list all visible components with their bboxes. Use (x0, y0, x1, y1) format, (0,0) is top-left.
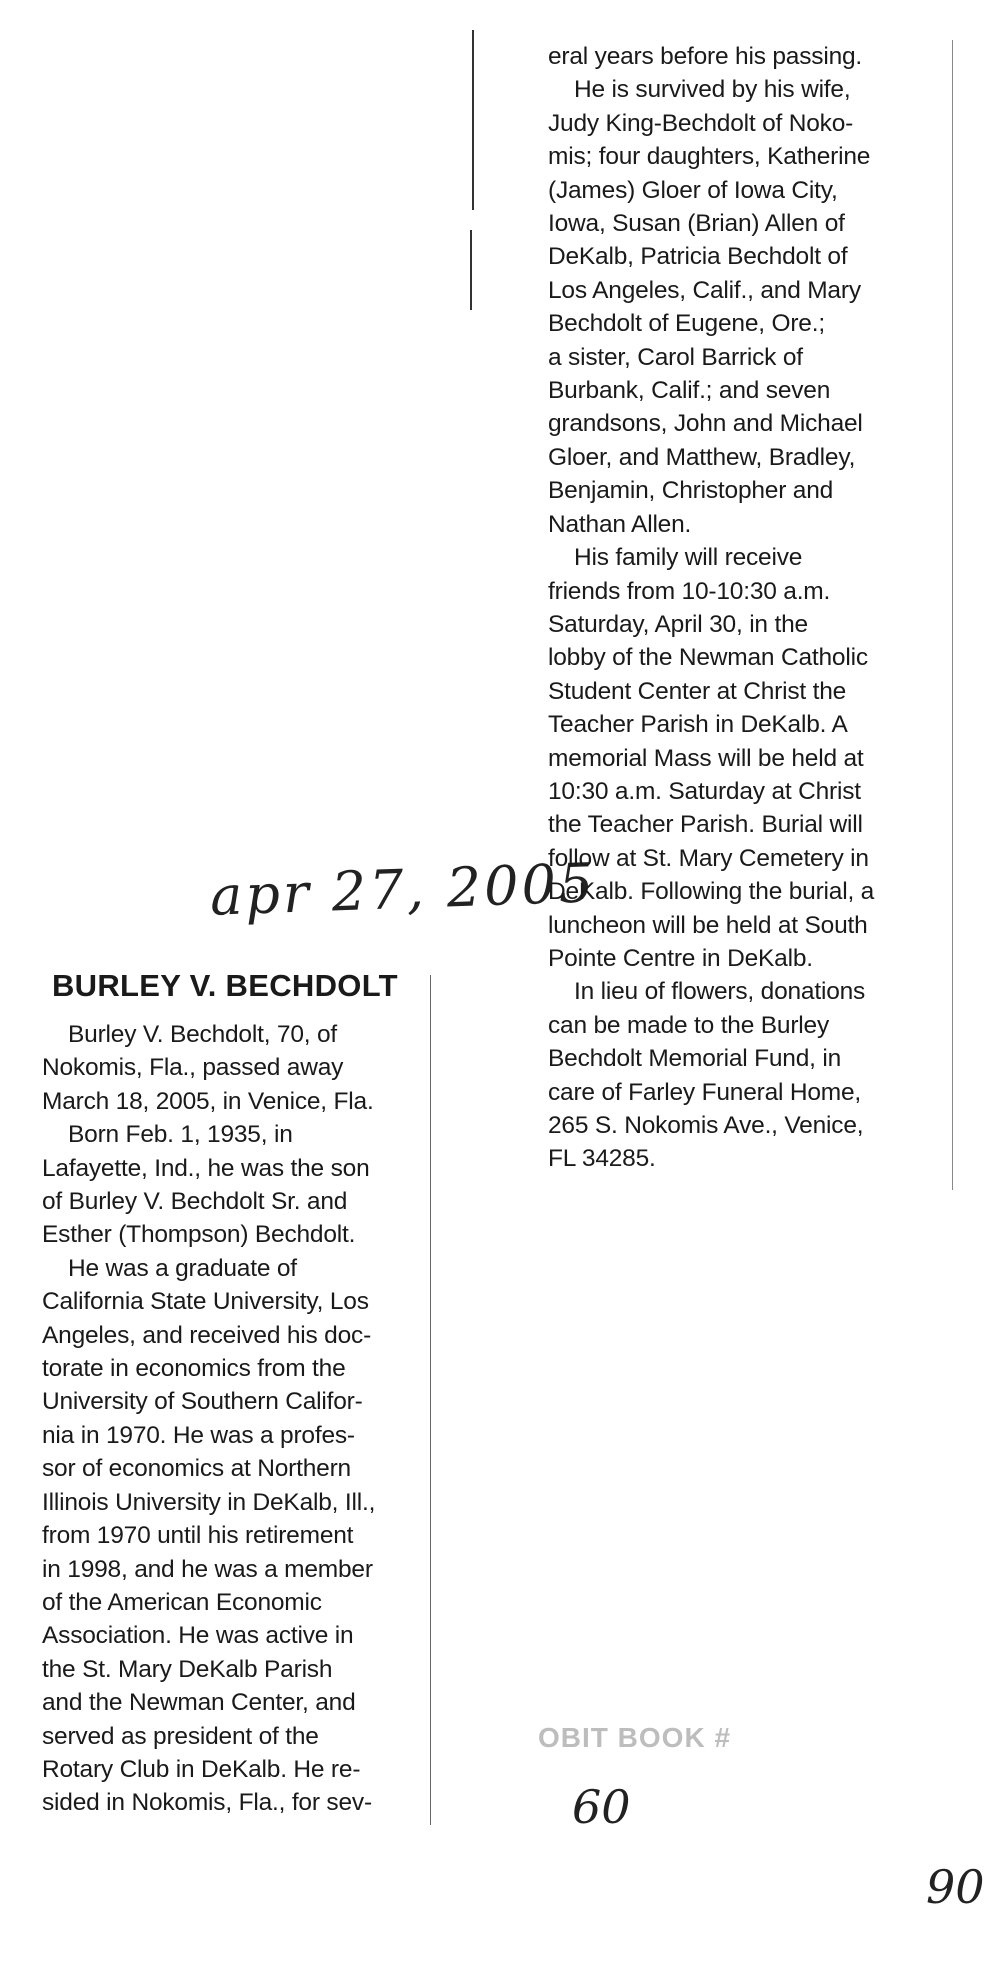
text-line: nia in 1970. He was a profes- (42, 1421, 355, 1449)
text-line: can be made to the Burley (548, 1011, 830, 1039)
text-line: lobby of the Newman Catholic (548, 644, 868, 672)
text-line: in 1998, and he was a member (42, 1555, 373, 1583)
text-line: the Teacher Parish. Burial will (548, 811, 863, 839)
text-line: mis; four daughters, Katherine (548, 143, 871, 171)
text-line: Nokomis, Fla., passed away (42, 1054, 344, 1082)
text-line: University of Southern Califor- (42, 1388, 363, 1416)
text-line: Bechdolt of Eugene, Ore.; (548, 310, 825, 338)
text-line: 10:30 a.m. Saturday at Christ (548, 777, 861, 805)
column-rule-top (472, 30, 474, 210)
text-line: Benjamin, Christopher and (548, 477, 834, 505)
text-line: friends from 10-10:30 a.m. (548, 577, 831, 605)
text-line: Burbank, Calif.; and seven (548, 377, 831, 405)
text-line: Teacher Parish in DeKalb. A (548, 711, 848, 739)
text-line: sor of economics at Northern (42, 1455, 351, 1483)
text-line: Judy King-Bechdolt of Noko- (548, 109, 854, 137)
text-line: a sister, Carol Barrick of (548, 343, 803, 371)
text-line: care of Farley Funeral Home, (548, 1078, 862, 1106)
text-line: Iowa, Susan (Brian) Allen of (548, 210, 845, 238)
text-line: Pointe Centre in DeKalb. (548, 944, 813, 972)
text-line: Esther (Thompson) Bechdolt. (42, 1221, 356, 1249)
handwritten-book-number: 60 (572, 1780, 631, 1834)
text-line: sided in Nokomis, Fla., for sev- (42, 1789, 372, 1817)
text-line: March 18, 2005, in Venice, Fla. (42, 1087, 374, 1115)
text-line: from 1970 until his retirement (42, 1522, 354, 1550)
handwritten-date: apr 27, 2005 (209, 851, 598, 928)
obit-book-stamp: OBIT BOOK # (538, 1722, 732, 1753)
text-line: Lafayette, Ind., he was the son (42, 1154, 370, 1182)
text-line: DeKalb, Patricia Bechdolt of (548, 243, 848, 271)
text-line: luncheon will be held at South (548, 911, 868, 939)
obituary-column-left (42, 1018, 432, 1820)
obituary-headline: BURLEY V. BECHDOLT (52, 968, 398, 1003)
text-line: Rotary Club in DeKalb. He re- (42, 1755, 361, 1783)
text-line: served as president of the (42, 1722, 319, 1750)
text-line: of the American Economic (42, 1588, 322, 1616)
text-line: Burley V. Bechdolt, 70, of (68, 1021, 338, 1048)
text-line: California State University, Los (42, 1288, 369, 1316)
obituary-column-right (548, 40, 953, 1176)
text-line: torate in economics from the (42, 1355, 346, 1383)
handwritten-page-number: 90 (926, 1860, 985, 1914)
text-line: (James) Gloer of Iowa City, (548, 176, 838, 204)
text-line: Nathan Allen. (548, 510, 692, 538)
text-line: Los Angeles, Calif., and Mary (548, 276, 861, 304)
text-line: the St. Mary DeKalb Parish (42, 1655, 333, 1683)
text-line: Saturday, April 30, in the (548, 610, 808, 638)
text-line: He was a graduate of (68, 1254, 297, 1282)
text-line: of Burley V. Bechdolt Sr. and (42, 1188, 348, 1216)
text-line: DeKalb. Following the burial, a (548, 878, 875, 906)
text-line: eral years before his passing. (548, 43, 863, 70)
text-line: grandsons, John and Michael (548, 410, 863, 438)
text-line: He is survived by his wife, (574, 76, 851, 104)
text-line: and the Newman Center, and (42, 1689, 356, 1717)
text-line: FL 34285. (548, 1145, 656, 1173)
text-line: Association. He was active in (42, 1622, 354, 1650)
column-rule-mid (470, 230, 472, 310)
text-line: memorial Mass will be held at (548, 744, 864, 772)
text-line: His family will receive (574, 544, 803, 572)
text-line: Angeles, and received his doc- (42, 1321, 372, 1349)
text-line: Bechdolt Memorial Fund, in (548, 1045, 842, 1073)
text-line: In lieu of flowers, donations (574, 978, 866, 1006)
text-line: follow at St. Mary Cemetery in (548, 844, 869, 872)
text-line: Illinois University in DeKalb, Ill., (42, 1488, 376, 1516)
text-line: Born Feb. 1, 1935, in (68, 1121, 293, 1149)
text-line: Student Center at Christ the (548, 677, 847, 705)
text-line: Gloer, and Matthew, Bradley, (548, 443, 856, 471)
text-line: 265 S. Nokomis Ave., Venice, (548, 1112, 864, 1139)
